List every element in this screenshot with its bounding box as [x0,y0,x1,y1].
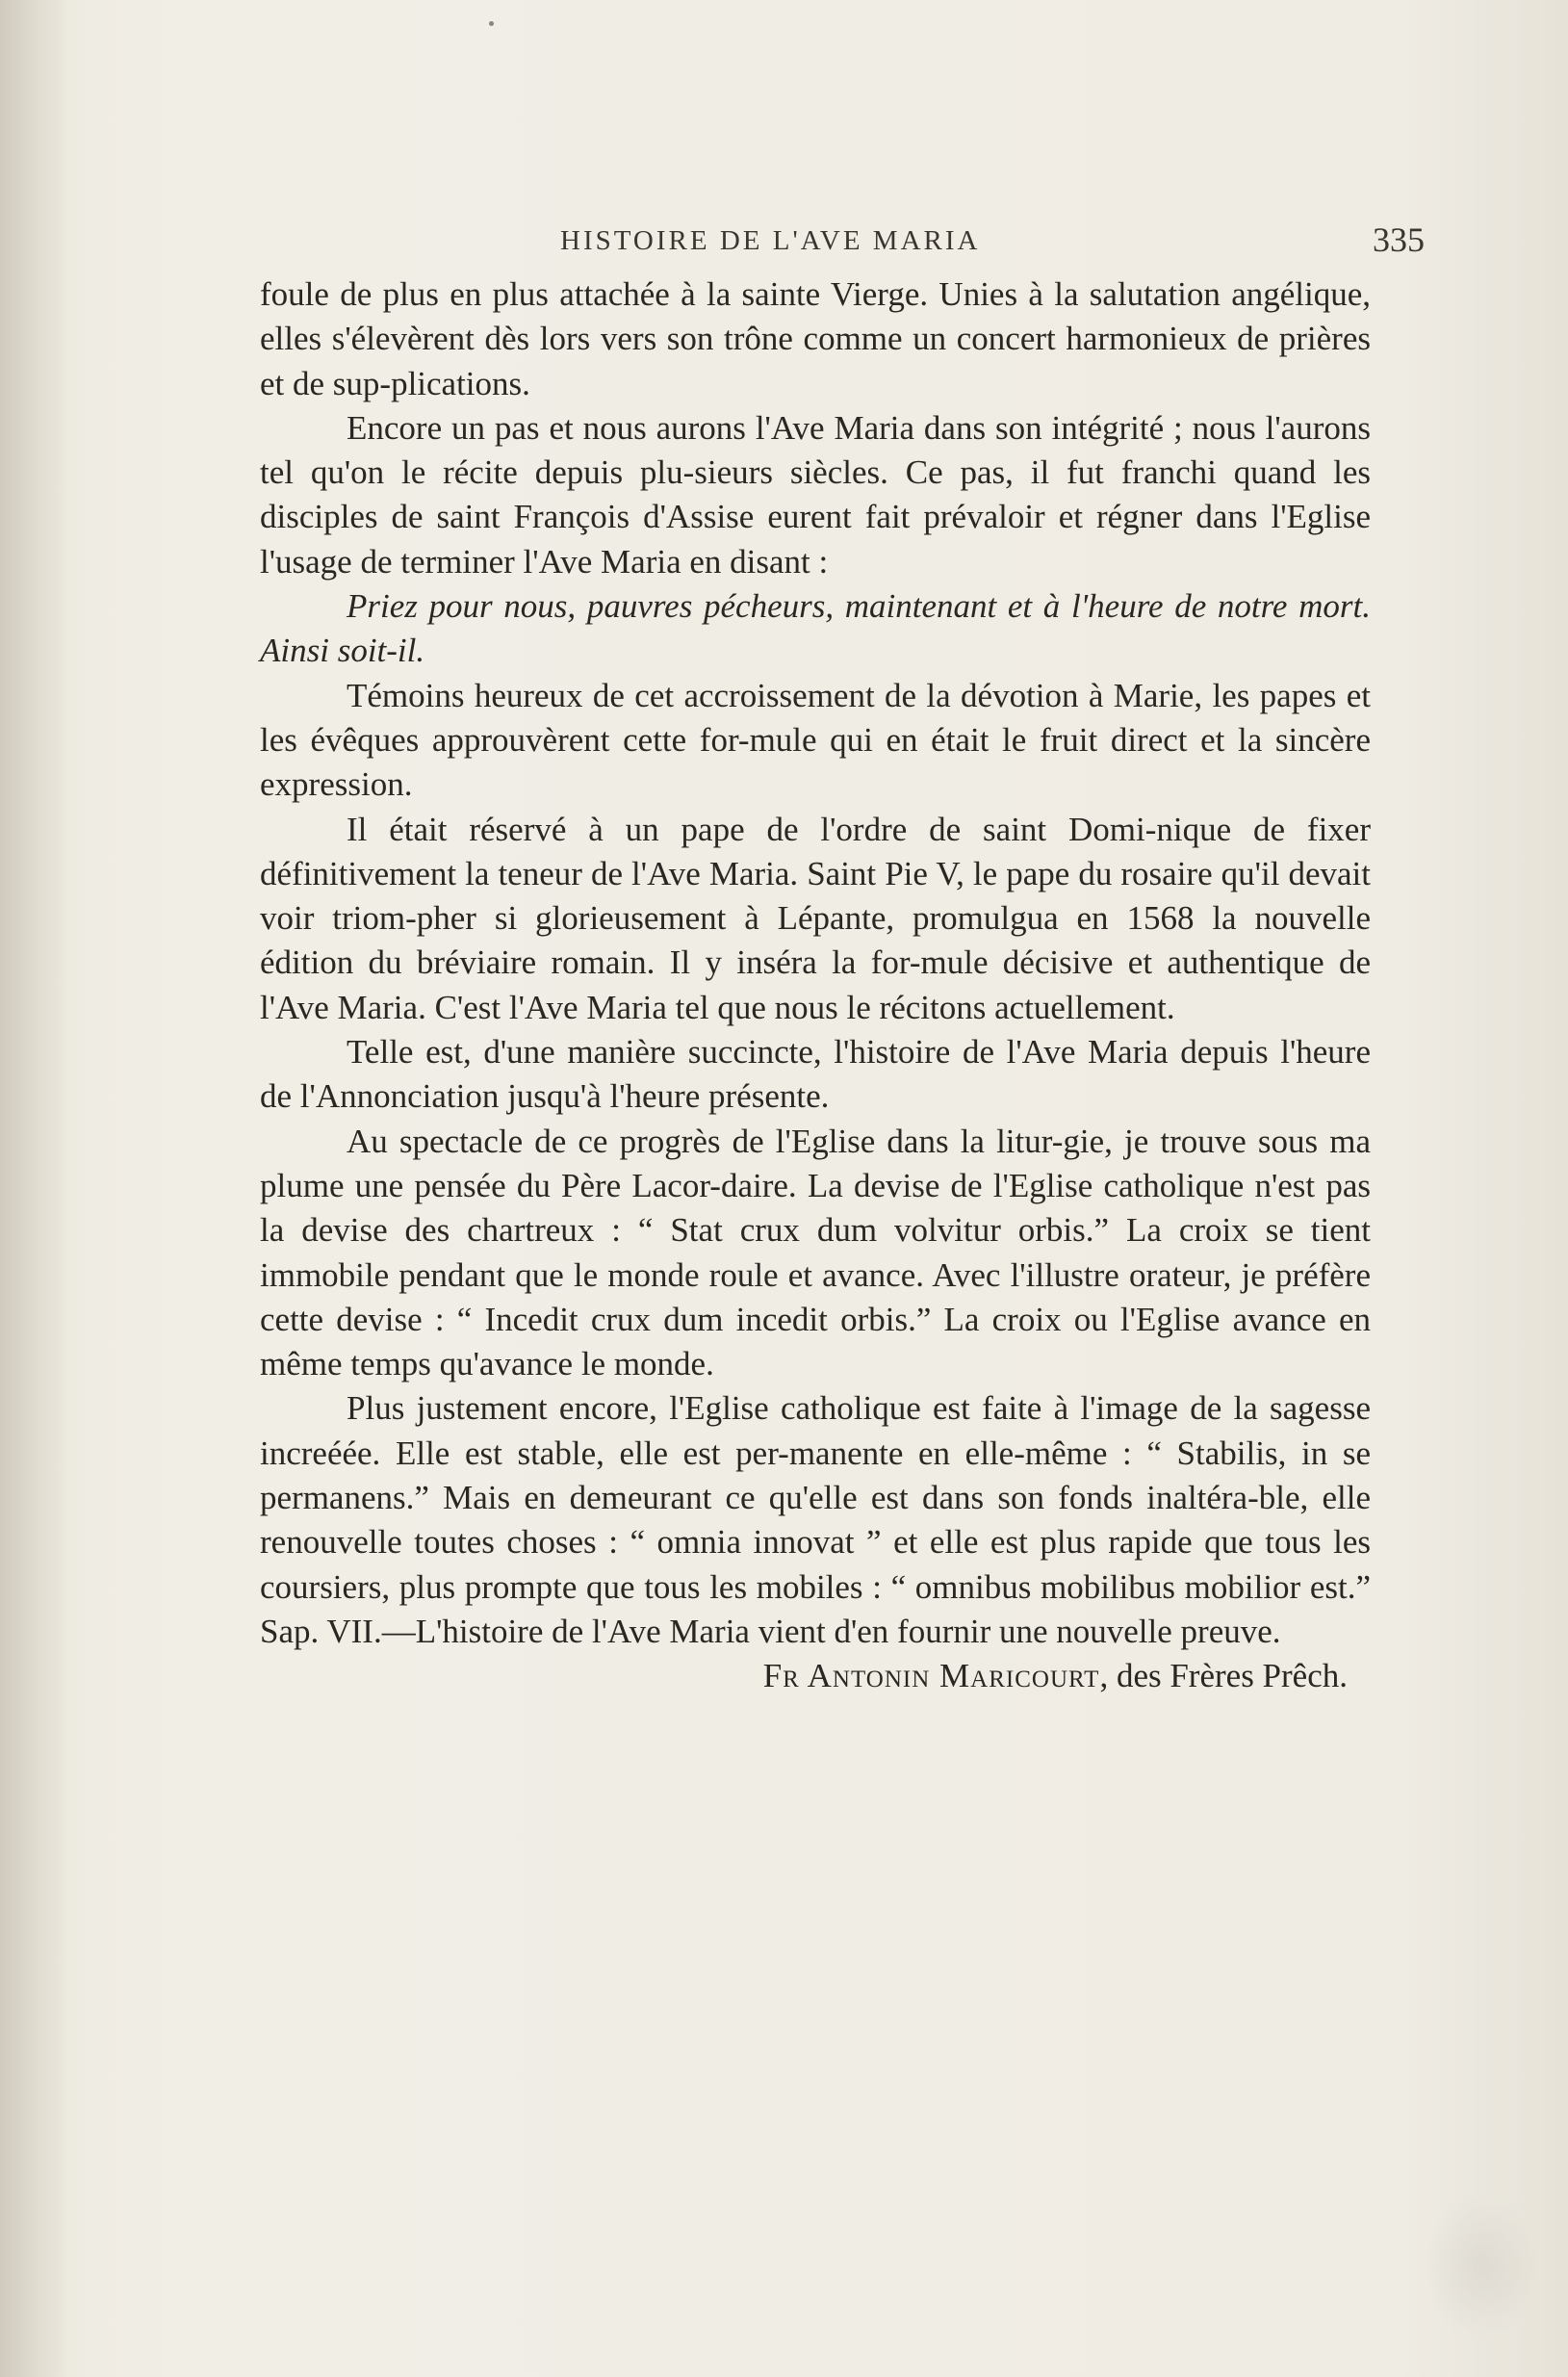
paragraph: Il était réservé à un pape de l'ordre de saint Domi-nique de fixer définitivement la teneur de l'Ave Maria. Saint Pie V, le pape du rosaire qu'il devait voir triom-pher si glorieusement à Lépante, promulgua en 1568 la nouvelle édition du bréviaire romain. Il y inséra la for-mule décisive et authentique de l'Ave Maria. C'est l'Ave Maria tel que nous le récitons actuellement. [260,810,1371,1026]
paragraph: Témoins heureux de cet accroissement de la dévotion à Marie, les papes et les évêques approuvèrent cette for-mule qui en était le fruit direct et la sincère expression. [260,676,1371,804]
author-signature [260,1654,1371,1698]
paragraph: Telle est, d'une manière succincte, l'histoire de l'Ave Maria depuis l'heure de l'Annonciation jusqu'à l'heure présente. [260,1033,1371,1116]
embossed-stamp [1424,2194,1539,2338]
page-number: 335 [1373,220,1425,259]
paragraph-continuation: foule de plus en plus attachée à la sainte Vierge. Unies à la salutation angélique, elles s'élevèrent dès lors vers son trône comme un concert harmonieux de prières et de sup-plications. [260,275,1371,402]
ink-speck [489,21,494,26]
author-name: Fr Antonin Maricourt [762,1657,1100,1695]
paragraph: Encore un pas et nous aurons l'Ave Maria dans son intégrité ; nous l'aurons tel qu'on le récite depuis plu-sieurs siècles. Ce pas, il fut franchi quand les disciples de saint François d'Assise eurent fait prévaloir et régner dans l'Eglise l'usage de terminer l'Ave Maria en disant : [260,408,1371,581]
paragraph: Plus justement encore, l'Eglise catholique est faite à l'image de la sagesse increéée. Elle est stable, elle est per-manente en elle-même : “ Stabilis, in se permanens.” Mais en demeurant ce qu'elle est dans son fonds inaltéra-ble, elle renouvelle toutes choses : “ omnia innovat ” et elle est plus rapide que tous les coursiers, plus prompte que tous les mobiles : “ omnibus mobilibus mobilior est.” Sap. VII.—L'histoire de l'Ave Maria vient d'en fournir une nouvelle preuve. [260,1389,1371,1650]
gutter-shadow [0,0,67,2377]
paragraph: Au spectacle de ce progrès de l'Eglise dans la litur-gie, je trouve sous ma plume une pensée du Père Lacor-daire. La devise de l'Eglise catholique n'est pas la devise des chartreux : “ Stat crux dum volvitur orbis.” La croix se tient immobile pendant que le monde roule et avance. Avec l'illustre orateur, je préfère cette devise : “ Incedit crux dum incedit orbis.” La croix ou l'Eglise avance en même temps qu'avance le monde. [260,1122,1371,1383]
running-title: HISTOIRE DE L'AVE MARIA [560,225,981,256]
author-affiliation: , des Frères Prêch. [1099,1657,1348,1695]
body-text [260,272,1371,1699]
prayer-quote: Priez pour nous, pauvres pécheurs, maintenant et à l'heure de notre mort. Ainsi soit-il. [260,587,1371,670]
page-header [260,220,1425,277]
